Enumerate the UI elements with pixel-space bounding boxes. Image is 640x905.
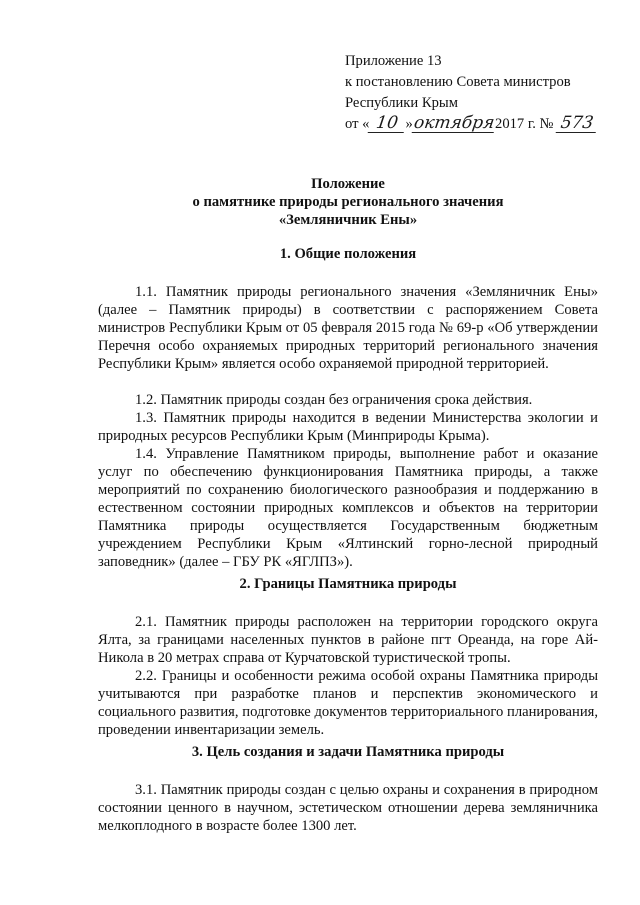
appendix-header [345,51,597,135]
paragraph-1-2: 1.2. Памятник природы создан без ограничения срока действия. [135,392,533,408]
date-prefix: от « [345,116,370,132]
handwritten-month: октября [412,113,496,133]
appendix-line-2: к постановлению Совета министров [345,74,571,90]
appendix-date-line [345,114,597,135]
handwritten-doc-number: 573 [556,114,599,133]
paragraph-2-1: 2.1. Памятник природы расположен на территории городского округа Ялта, за границами населенных пунктов в районе пгт Ореанда, на горе Ай-Никола в 20 метрах справа от Курчатовской туристической тропы. [98,614,598,666]
section-2-heading: 2. Границы Памятника природы [239,576,457,592]
appendix-line-3: Республики Крым [345,95,458,111]
section-1-heading: 1. Общие положения [279,246,417,262]
paragraph-2-2: 2.2. Границы и особенности режима особой охраны Памятника природы учитываются при разработке планов и перспектив экономического и социального развития, подготовке документов территориального планирования, проведении инвентаризации земель. [98,668,598,738]
date-mid: » [405,116,413,132]
paragraph-1-4: 1.4. Управление Памятником природы, выполнение работ и оказание услуг по обеспечению функционирования Памятника природы, а также мероприятий по сохранению биологического разнообразия и поддержанию в естественном состоянии природных комплексов и объектов на территории Памятника природы осуществляется Государственным бюджетным учреждением Республики Крым «Ялтинский горно-лесной природный заповедник» (далее – ГБУ РК «ЯГЛПЗ»). [98,446,598,570]
title-line-3: «Земляничник Ены» [278,212,418,228]
paragraph-1-3: 1.3. Памятник природы находится в ведении Министерства экологии и природных ресурсов Республики Крым (Минприроды Крыма). [98,410,598,444]
paragraph-1-1: 1.1. Памятник природы регионального значения «Земляничник Ены» (далее – Памятник природы) в соответствии с распоряжением Совета министров Республики Крым от 05 февраля 2015 года № 69-р «Об утверждении Перечня особо охраняемых природных территорий регионального значения Республики Крым» является особо охраняемой природной территорией. [98,284,598,372]
document-title [98,175,598,229]
title-line-2: о памятнике природы регионального значения [192,194,504,210]
section-3-heading: 3. Цель создания и задачи Памятника природы [191,744,505,760]
date-year: 2017 г. № [495,116,554,132]
handwritten-day: 10 [368,114,407,133]
title-line-1: Положение [311,176,385,192]
appendix-line-1: Приложение 13 [345,53,442,69]
paragraph-3-1: 3.1. Памятник природы создан с целью охраны и сохранения в природном состоянии ценного в научном, эстетическом отношении дерева земляничника мелкоплодного в возрасте более 1300 лет. [98,782,598,834]
